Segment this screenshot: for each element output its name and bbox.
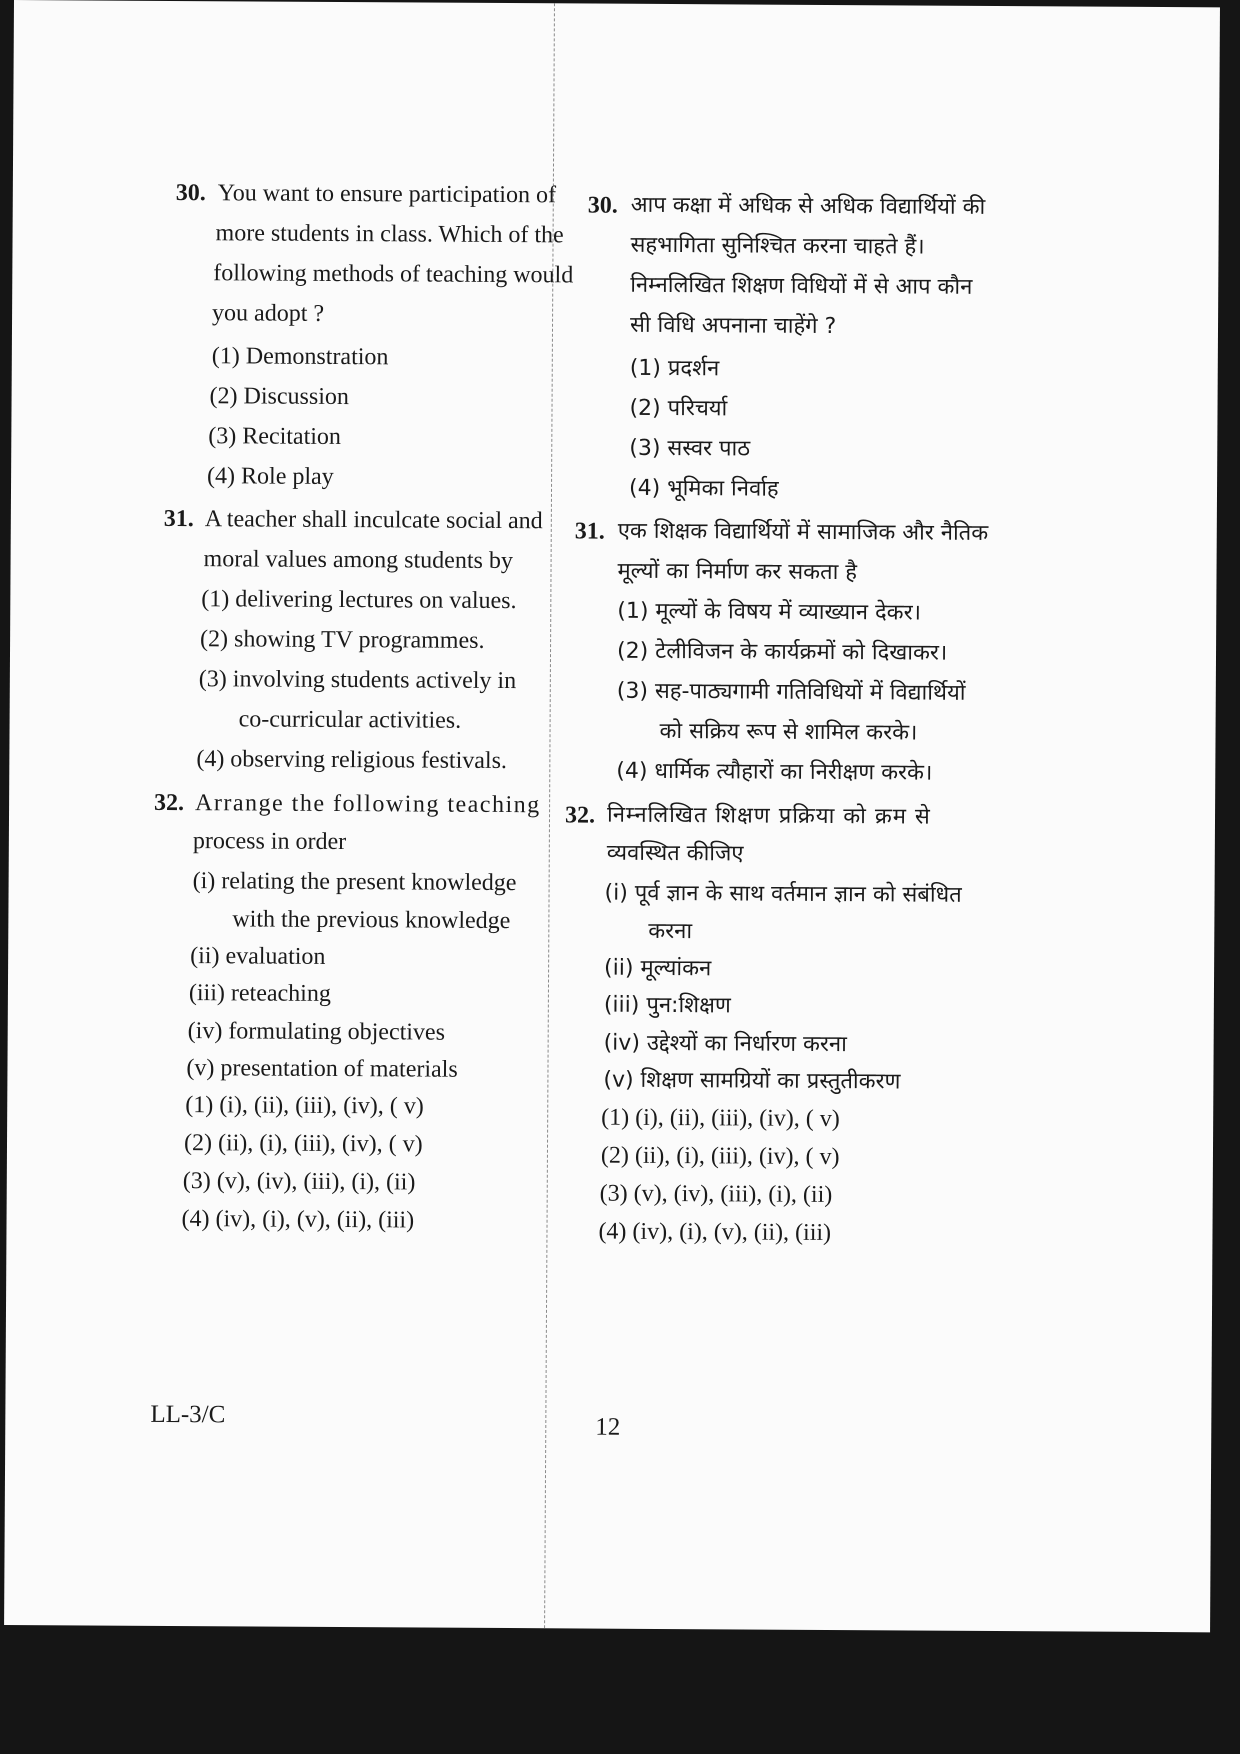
q31-hi-option-2: (2) टेलीविजन के कार्यक्रमों को दिखाकर। bbox=[616, 638, 948, 666]
q32-hi-item-5: (v) शिक्षण सामग्रियों का प्रस्तुतीकरण bbox=[603, 1067, 901, 1095]
q32-en-option-4: (4) (iv), (i), (v), (ii), (iii) bbox=[181, 1206, 415, 1234]
q30-hi-option-1: (1) प्रदर्शन bbox=[629, 355, 720, 382]
q30-hi-line-4: सी विधि अपनाना चाहेंगे ? bbox=[629, 312, 837, 340]
q31-hi-line-2: मूल्यों का निर्माण कर सकता है bbox=[617, 558, 858, 586]
q31-hi-line-1: एक शिक्षक विद्यार्थियों में सामाजिक और नैतिक bbox=[617, 518, 989, 546]
q30-en-line-2: more students in class. Which of the bbox=[215, 220, 564, 249]
q31-number-en: 31. bbox=[163, 505, 194, 533]
q30-en-line-3: following methods of teaching would bbox=[213, 260, 574, 289]
q32-en-item-4: (iv) formulating objectives bbox=[187, 1018, 446, 1046]
q32-en-line-1: Arrange the following teaching bbox=[195, 790, 541, 819]
q30-en-option-1: (1) Demonstration bbox=[211, 343, 389, 371]
q30-en-line-1: You want to ensure participation of bbox=[217, 180, 557, 209]
q31-en-line-2: moral values among students by bbox=[203, 546, 513, 575]
q32-en-option-2: (2) (ii), (i), (iii), (iv), ( v) bbox=[183, 1130, 423, 1158]
q32-hi-item-3: (iii) पुन:शिक्षण bbox=[603, 992, 731, 1019]
q31-en-option-2: (2) showing TV programmes. bbox=[200, 626, 485, 654]
q32-en-option-1: (1) (i), (ii), (iii), (iv), ( v) bbox=[185, 1092, 424, 1120]
q32-en-item-1: (i) relating the present knowledge bbox=[192, 868, 517, 897]
q30-hi-line-3: निम्नलिखित शिक्षण विधियों में से आप कौन bbox=[630, 272, 973, 300]
q32-en-item-5: (v) presentation of materials bbox=[186, 1055, 458, 1083]
q32-hi-item-1-cont: करना bbox=[648, 918, 693, 945]
q30-hi-line-1: आप कक्षा में अधिक से अधिक विद्यार्थियों की bbox=[630, 192, 986, 220]
q30-number-en: 30. bbox=[175, 179, 206, 207]
q31-en-option-4: (4) observing religious festivals. bbox=[196, 746, 508, 775]
q32-en-item-3: (iii) reteaching bbox=[188, 980, 331, 1007]
q32-hi-line-1: निम्नलिखित शिक्षण प्रक्रिया को क्रम से bbox=[606, 802, 931, 830]
q31-en-option-3-cont: co-curricular activities. bbox=[238, 706, 462, 734]
q31-hi-option-4: (4) धार्मिक त्यौहारों का निरीक्षण करके। bbox=[616, 758, 933, 786]
q32-hi-item-4: (iv) उद्देश्यों का निर्धारण करना bbox=[603, 1030, 847, 1058]
q31-hi-option-3: (3) सह-पाठ्यगामी गतिविधियों में विद्यार्थियों bbox=[616, 678, 966, 706]
q31-hi-option-1: (1) मूल्यों के विषय में व्याख्यान देकर। bbox=[617, 598, 922, 626]
q32-hi-line-2: व्यवस्थित कीजिए bbox=[606, 840, 744, 867]
q32-hi-option-4: (4) (iv), (i), (v), (ii), (iii) bbox=[598, 1218, 832, 1247]
q31-en-option-3: (3) involving students actively in bbox=[198, 666, 517, 695]
q32-en-line-2: process in order bbox=[192, 828, 347, 856]
q31-en-option-1: (1) delivering lectures on values. bbox=[201, 586, 517, 615]
q30-en-line-4: you adopt ? bbox=[212, 300, 325, 327]
q30-en-option-3: (3) Recitation bbox=[208, 423, 342, 451]
q30-hi-line-2: सहभागिता सुनिश्चित करना चाहते हैं। bbox=[630, 232, 925, 260]
q32-number-hi: 32. bbox=[564, 802, 596, 829]
q32-hi-option-2: (2) (ii), (i), (iii), (iv), ( v) bbox=[600, 1142, 840, 1171]
scanned-page bbox=[4, 0, 1220, 1632]
q30-en-option-2: (2) Discussion bbox=[209, 383, 349, 411]
q30-en-option-4: (4) Role play bbox=[207, 463, 334, 490]
q32-hi-option-3: (3) (v), (iv), (iii), (i), (ii) bbox=[599, 1180, 833, 1209]
q32-number-en: 32. bbox=[154, 789, 185, 817]
q30-number-hi: 30. bbox=[587, 192, 618, 219]
q32-en-option-3: (3) (v), (iv), (iii), (i), (ii) bbox=[182, 1168, 416, 1196]
q30-hi-option-4: (4) भूमिका निर्वाह bbox=[628, 475, 779, 502]
q32-en-item-2: (ii) evaluation bbox=[190, 943, 326, 970]
q31-number-hi: 31. bbox=[574, 518, 605, 545]
q30-hi-option-3: (3) सस्वर पाठ bbox=[629, 435, 751, 462]
paper-code: LL-3/C bbox=[150, 1400, 226, 1429]
page-number: 12 bbox=[595, 1413, 621, 1441]
q32-hi-item-1: (i) पूर्व ज्ञान के साथ वर्तमान ज्ञान को संबंधित bbox=[604, 880, 962, 908]
q31-hi-option-3-cont: को सक्रिय रूप से शामिल करके। bbox=[659, 718, 918, 746]
q30-hi-option-2: (2) परिचर्या bbox=[629, 395, 728, 422]
q31-en-line-1: A teacher shall inculcate social and bbox=[204, 506, 543, 535]
q32-en-item-1-cont: with the previous knowledge bbox=[232, 906, 511, 935]
q32-hi-item-2: (ii) मूल्यांकन bbox=[604, 955, 712, 982]
q32-hi-option-1: (1) (i), (ii), (iii), (iv), ( v) bbox=[601, 1104, 840, 1133]
